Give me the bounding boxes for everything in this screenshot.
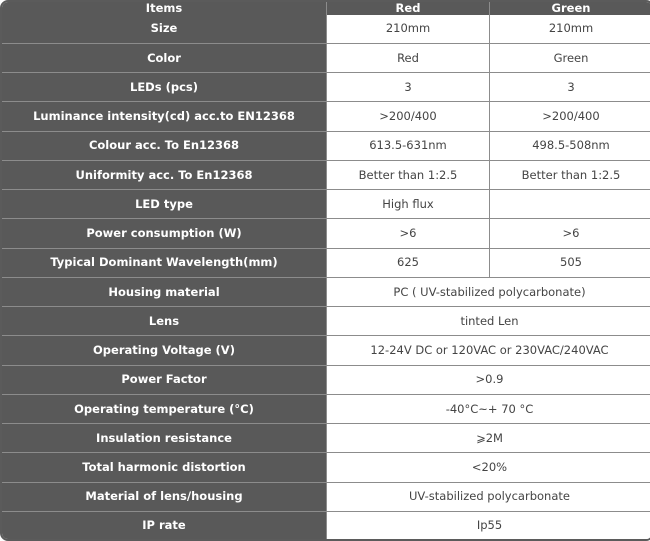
cell-red: 210mm (327, 15, 490, 44)
row-label: IP rate (2, 512, 327, 539)
header-red: Red (327, 2, 490, 15)
table-row (2, 424, 650, 453)
row-label: Typical Dominant Wavelength(mm) (2, 249, 327, 278)
row-label: Operating Voltage (V) (2, 336, 327, 365)
row-label: Color (2, 44, 327, 73)
cell-green: 498.5-508nm (490, 132, 650, 161)
table-row (2, 190, 650, 219)
cell-value: tinted Len (327, 307, 650, 336)
table-row (2, 73, 650, 102)
cell-green: 505 (490, 249, 650, 278)
row-label: Lens (2, 307, 327, 336)
table-row (2, 132, 650, 161)
cell-value: <20% (327, 453, 650, 482)
table-row (2, 102, 650, 131)
table-row (2, 395, 650, 424)
cell-red: 3 (327, 73, 490, 102)
cell-value: Ip55 (327, 512, 650, 539)
row-label: Insulation resistance (2, 424, 327, 453)
table-row (2, 161, 650, 190)
table-header-row (2, 2, 650, 15)
cell-red: 625 (327, 249, 490, 278)
row-label: Size (2, 15, 327, 44)
cell-green (490, 190, 650, 219)
cell-value: UV-stabilized polycarbonate (327, 483, 650, 512)
row-label: Power Factor (2, 366, 327, 395)
cell-red: >200/400 (327, 102, 490, 131)
cell-value: PC ( UV-stabilized polycarbonate) (327, 278, 650, 307)
table-row (2, 307, 650, 336)
row-label: Power consumption (W) (2, 219, 327, 248)
cell-green: 3 (490, 73, 650, 102)
header-items: Items (2, 2, 327, 15)
table-row (2, 483, 650, 512)
cell-red: Better than 1:2.5 (327, 161, 490, 190)
row-label: Uniformity acc. To En12368 (2, 161, 327, 190)
table-row (2, 278, 650, 307)
cell-value: 12-24V DC or 120VAC or 230VAC/240VAC (327, 336, 650, 365)
row-label: LED type (2, 190, 327, 219)
cell-green: 210mm (490, 15, 650, 44)
row-label: Luminance intensity(cd) acc.to EN12368 (2, 102, 327, 131)
table-row (2, 453, 650, 482)
row-label: LEDs (pcs) (2, 73, 327, 102)
header-green: Green (490, 2, 650, 15)
cell-red: High flux (327, 190, 490, 219)
row-label: Material of lens/housing (2, 483, 327, 512)
cell-value: ⩾2M (327, 424, 650, 453)
table-row (2, 249, 650, 278)
table-row (2, 15, 650, 44)
cell-green: >6 (490, 219, 650, 248)
table-row (2, 44, 650, 73)
cell-green: Green (490, 44, 650, 73)
cell-value: >0.9 (327, 366, 650, 395)
cell-green: Better than 1:2.5 (490, 161, 650, 190)
table-row (2, 366, 650, 395)
table-row (2, 336, 650, 365)
cell-green: >200/400 (490, 102, 650, 131)
row-label: Housing material (2, 278, 327, 307)
cell-red: Red (327, 44, 490, 73)
table-row (2, 219, 650, 248)
row-label: Total harmonic distortion (2, 453, 327, 482)
table-row (2, 512, 650, 539)
cell-value: -40°C~+ 70 °C (327, 395, 650, 424)
cell-red: 613.5-631nm (327, 132, 490, 161)
row-label: Colour acc. To En12368 (2, 132, 327, 161)
cell-red: >6 (327, 219, 490, 248)
row-label: Operating temperature (°C) (2, 395, 327, 424)
